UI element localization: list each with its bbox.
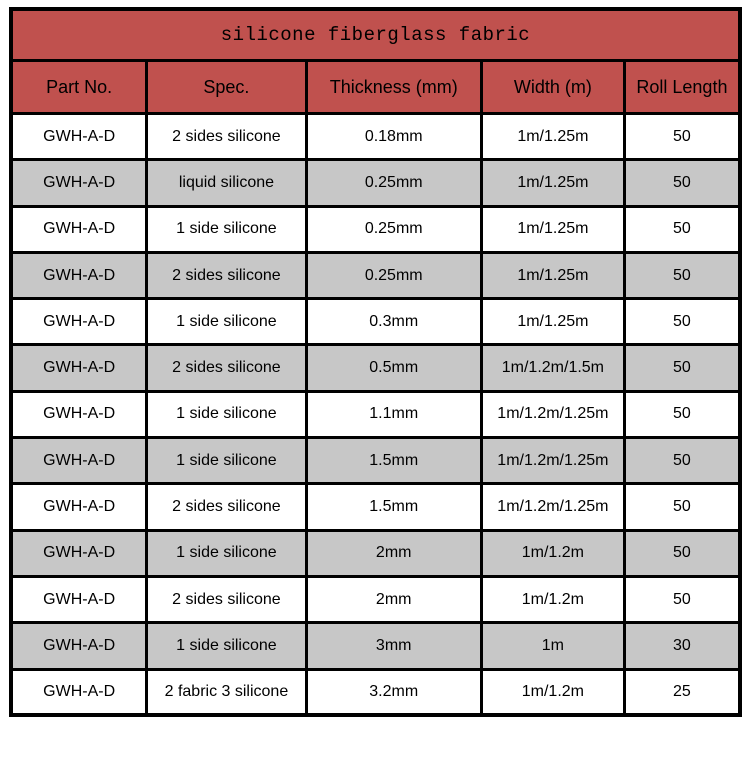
cell-spec: 1 side silicone	[147, 206, 306, 252]
cell-width: 1m	[481, 623, 624, 669]
cell-roll-length: 50	[624, 345, 740, 391]
cell-roll-length: 50	[624, 252, 740, 298]
cell-width: 1m/1.2m	[481, 530, 624, 576]
table-body	[11, 114, 740, 716]
cell-thickness: 2mm	[306, 530, 481, 576]
table-row	[11, 252, 740, 298]
cell-roll-length: 50	[624, 206, 740, 252]
cell-width: 1m/1.2m/1.25m	[481, 484, 624, 530]
table-row	[11, 576, 740, 622]
cell-thickness: 0.25mm	[306, 252, 481, 298]
cell-thickness: 0.25mm	[306, 206, 481, 252]
cell-part-no: GWH-A-D	[11, 252, 147, 298]
cell-spec: 1 side silicone	[147, 391, 306, 437]
cell-roll-length: 50	[624, 391, 740, 437]
cell-thickness: 1.5mm	[306, 484, 481, 530]
cell-roll-length: 50	[624, 299, 740, 345]
cell-thickness: 0.5mm	[306, 345, 481, 391]
table-row	[11, 391, 740, 437]
header-row	[11, 61, 740, 114]
table-row	[11, 114, 740, 160]
cell-thickness: 3.2mm	[306, 669, 481, 715]
cell-spec: 2 sides silicone	[147, 484, 306, 530]
cell-spec: 1 side silicone	[147, 530, 306, 576]
cell-part-no: GWH-A-D	[11, 438, 147, 484]
column-header-thickness: Thickness (mm)	[306, 61, 481, 114]
cell-width: 1m/1.2m/1.25m	[481, 438, 624, 484]
cell-spec: liquid silicone	[147, 160, 306, 206]
cell-thickness: 1.5mm	[306, 438, 481, 484]
cell-part-no: GWH-A-D	[11, 114, 147, 160]
table-row	[11, 345, 740, 391]
cell-thickness: 2mm	[306, 576, 481, 622]
cell-spec: 2 sides silicone	[147, 576, 306, 622]
table-row	[11, 484, 740, 530]
table-row	[11, 206, 740, 252]
cell-thickness: 3mm	[306, 623, 481, 669]
cell-spec: 1 side silicone	[147, 438, 306, 484]
cell-width: 1m/1.2m	[481, 669, 624, 715]
table-row	[11, 299, 740, 345]
cell-roll-length: 30	[624, 623, 740, 669]
title-row	[11, 9, 740, 61]
cell-thickness: 1.1mm	[306, 391, 481, 437]
cell-roll-length: 50	[624, 114, 740, 160]
cell-width: 1m/1.25m	[481, 206, 624, 252]
cell-part-no: GWH-A-D	[11, 299, 147, 345]
cell-roll-length: 50	[624, 438, 740, 484]
table-row	[11, 438, 740, 484]
column-header-width: Width (m)	[481, 61, 624, 114]
cell-roll-length: 50	[624, 530, 740, 576]
cell-spec: 2 sides silicone	[147, 345, 306, 391]
cell-width: 1m/1.25m	[481, 114, 624, 160]
cell-thickness: 0.25mm	[306, 160, 481, 206]
cell-part-no: GWH-A-D	[11, 530, 147, 576]
cell-spec: 1 side silicone	[147, 299, 306, 345]
cell-spec: 1 side silicone	[147, 623, 306, 669]
cell-width: 1m/1.25m	[481, 299, 624, 345]
cell-part-no: GWH-A-D	[11, 160, 147, 206]
cell-part-no: GWH-A-D	[11, 484, 147, 530]
table-row	[11, 669, 740, 715]
table-row	[11, 160, 740, 206]
column-header-part-no: Part No.	[11, 61, 147, 114]
table-row	[11, 623, 740, 669]
spec-table	[9, 7, 742, 717]
cell-part-no: GWH-A-D	[11, 623, 147, 669]
cell-roll-length: 50	[624, 160, 740, 206]
cell-width: 1m/1.2m	[481, 576, 624, 622]
cell-width: 1m/1.25m	[481, 252, 624, 298]
cell-roll-length: 50	[624, 484, 740, 530]
cell-spec: 2 sides silicone	[147, 114, 306, 160]
cell-spec: 2 sides silicone	[147, 252, 306, 298]
cell-part-no: GWH-A-D	[11, 576, 147, 622]
cell-thickness: 0.3mm	[306, 299, 481, 345]
cell-part-no: GWH-A-D	[11, 391, 147, 437]
cell-part-no: GWH-A-D	[11, 669, 147, 715]
table-row	[11, 530, 740, 576]
cell-part-no: GWH-A-D	[11, 206, 147, 252]
cell-width: 1m/1.2m/1.5m	[481, 345, 624, 391]
cell-width: 1m/1.2m/1.25m	[481, 391, 624, 437]
column-header-roll-length: Roll Length	[624, 61, 740, 114]
cell-roll-length: 25	[624, 669, 740, 715]
cell-spec: 2 fabric 3 silicone	[147, 669, 306, 715]
column-header-spec: Spec.	[147, 61, 306, 114]
cell-thickness: 0.18mm	[306, 114, 481, 160]
cell-part-no: GWH-A-D	[11, 345, 147, 391]
cell-width: 1m/1.25m	[481, 160, 624, 206]
cell-roll-length: 50	[624, 576, 740, 622]
page-title: silicone fiberglass fabric	[11, 9, 740, 61]
